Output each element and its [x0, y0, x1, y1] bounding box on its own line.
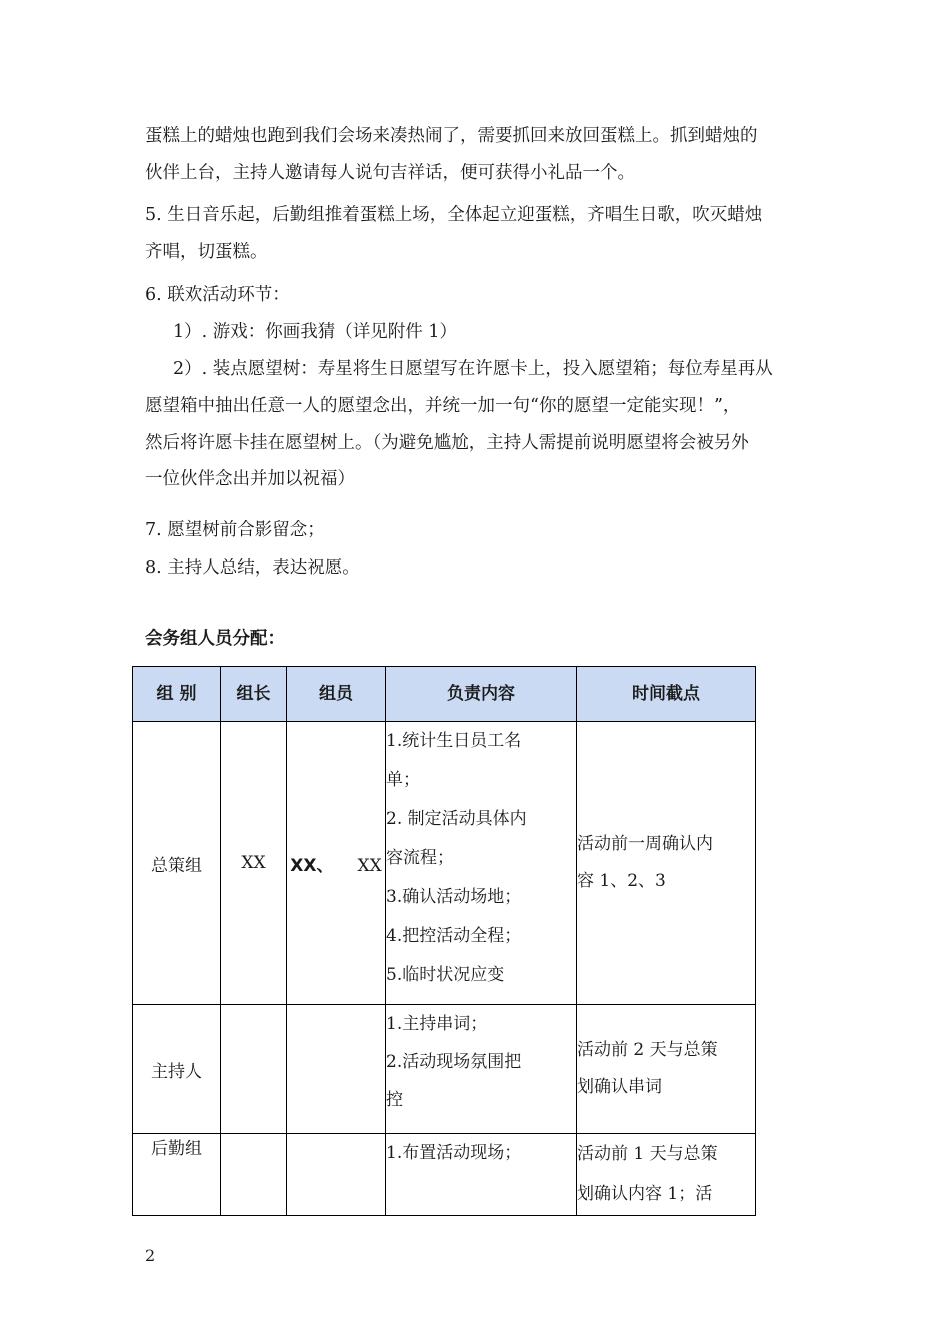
deadline-cell [577, 1134, 756, 1216]
substep-2-line-4: 一位伙伴念出并加以祝福） [145, 469, 355, 489]
step-5-line-1: 5. 生日音乐起，后勤组推着蛋糕上场，全体起立迎蛋糕，齐唱生日歌，吹灭蜡烛 [145, 205, 763, 225]
substep-2-line-3: 然后将许愿卡挂在愿望树上。（为避免尴尬，主持人需提前说明愿望将会被另外 [145, 432, 749, 453]
page-number: 2 [145, 1246, 156, 1265]
duties-cell [386, 1134, 577, 1216]
step-5 [145, 197, 815, 270]
deadline-line: 容 1、2、3 [577, 871, 666, 891]
substep-2-continuation [145, 388, 815, 498]
leader-cell [221, 1005, 287, 1134]
group-cell: 主持人 [133, 1005, 221, 1134]
header-group: 组 别 [133, 667, 221, 722]
duties-cell [386, 1005, 577, 1134]
duty-line: 1.主持串词； [386, 1014, 488, 1034]
header-deadline: 时间截点 [577, 667, 756, 722]
leader-cell [221, 1134, 287, 1216]
intro-line-1: 蛋糕上的蜡烛也跑到我们会场来凑热闹了，需要抓回来放回蛋糕上。抓到蜡烛的 [145, 126, 758, 146]
table-row [133, 722, 756, 1005]
step-5-line-2: 齐唱，切蛋糕。 [145, 241, 268, 262]
members-cell [287, 1005, 386, 1134]
step-8: 8. 主持人总结，表达祝愿。 [145, 558, 360, 578]
group-cell: 后勤组 [133, 1134, 221, 1216]
duties-cell [386, 722, 577, 1005]
deadline-cell [577, 1005, 756, 1134]
members-cell [287, 722, 386, 1005]
duty-line: 2. 制定活动具体内 [386, 809, 527, 829]
leader-cell: XX [221, 722, 287, 1005]
duty-line: 单； [386, 770, 420, 790]
duty-line: 3.确认活动场地； [386, 887, 522, 907]
duty-line: 4.把控活动全程； [386, 926, 522, 946]
deadline-line: 划确认串词 [577, 1077, 662, 1097]
substep-2-line-2: 愿望箱中抽出任意一人的愿望念出，并统一加一句“你的愿望一定能实现！”， [145, 396, 741, 416]
duty-line: 控 [386, 1090, 403, 1110]
group-cell: 总策组 [133, 722, 221, 1005]
staff-allocation-table [132, 666, 756, 1216]
step-6: 6. 联欢活动环节： [145, 285, 290, 305]
table-heading: 会务组人员分配： [145, 629, 285, 649]
duty-line: 1.统计生日员工名 [386, 731, 522, 751]
deadline-cell [577, 722, 756, 1005]
member-name: XX、 [290, 855, 334, 876]
intro-paragraph [145, 118, 815, 191]
table-row [133, 1134, 756, 1216]
duty-line: 容流程； [386, 848, 454, 868]
table-row [133, 1005, 756, 1134]
deadline-line: 活动前 2 天与总策 [577, 1040, 718, 1060]
duty-line: 5.临时状况应变 [386, 965, 505, 985]
duty-line: 1.布置活动现场； [386, 1143, 522, 1163]
duty-line: 2.活动现场氛围把 [386, 1052, 522, 1072]
header-leader: 组长 [221, 667, 287, 722]
deadline-line: 划确认内容 1；活 [577, 1184, 713, 1204]
header-duties: 负责内容 [386, 667, 577, 722]
substep-2-first-line: 2）. 装点愿望树：寿星将生日愿望写在许愿卡上，投入愿望箱；每位寿星再从 [173, 359, 773, 379]
table-header-row [133, 667, 756, 722]
step-7: 7. 愿望树前合影留念； [145, 520, 325, 540]
intro-line-2: 伙伴上台，主持人邀请每人说句吉祥话，便可获得小礼品一个。 [145, 162, 635, 183]
header-members: 组员 [287, 667, 386, 722]
members-cell [287, 1134, 386, 1216]
deadline-line: 活动前一周确认内 [577, 834, 713, 854]
member-name: XX [357, 855, 382, 876]
deadline-line: 活动前 1 天与总策 [577, 1144, 718, 1164]
substep-1: 1）. 游戏：你画我猜（详见附件 1） [173, 322, 457, 342]
